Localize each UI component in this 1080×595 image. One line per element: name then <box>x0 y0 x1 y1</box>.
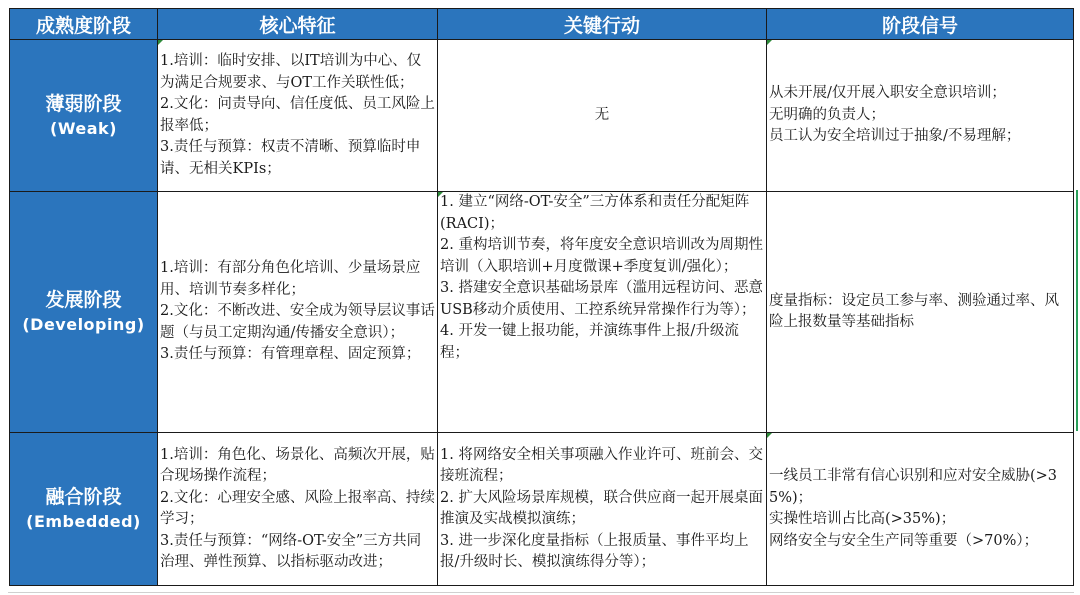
feature-line: 2.文化：问责导向、信任度低、员工风险上报率低； <box>160 96 435 134</box>
table-row-developing <box>10 192 1074 433</box>
stage-cell-weak <box>10 40 158 192</box>
action-line: 无 <box>594 106 610 123</box>
maturity-table <box>9 8 1074 586</box>
signals-cell-developing <box>767 192 1074 433</box>
header-signals: 阶段信号 <box>767 9 1074 40</box>
feature-line: 2.文化：不断改进、安全成为领导层议事话题（与员工定期沟通/传播安全意识）； <box>160 303 435 341</box>
stage-name-en: (Weak) <box>50 118 117 138</box>
stage-cell-embedded <box>10 433 158 586</box>
actions-cell-embedded <box>438 433 767 586</box>
signal-line: 员工认为安全培训过于抽象/不易理解； <box>769 128 1021 145</box>
feature-line: 1.培训：临时安排、以IT培训为中心、仅为满足合规要求、与OT工作关联性低； <box>160 53 422 91</box>
signal-line: 实操性培训占比高(>35%)； <box>769 511 956 527</box>
feature-line: 3.责任与预算：权责不清晰、预算临时申请、无相关KPIs； <box>160 139 421 177</box>
actions-cell-developing <box>438 192 767 433</box>
action-line: 3. 进一步深化度量指标（上报质量、事件平均上报/升级时长、模拟演练得分等）； <box>440 532 749 570</box>
feature-line: 3.责任与预算：有管理章程、固定预算； <box>160 346 421 363</box>
feature-line: 2.文化：心理安全感、风险上报率高、持续学习； <box>160 489 435 527</box>
action-line: 4. 开发一键上报功能，并演练事件上报/升级流程； <box>440 323 739 361</box>
stage-name: 发展阶段 <box>45 289 122 311</box>
signal-line: 网络安全与安全生产同等重要（>70%）； <box>769 532 1039 549</box>
feature-line: 3.责任与预算：“网络-OT-安全”三方共同治理、弹性预算、以指标驱动改进； <box>160 532 422 570</box>
features-cell-embedded <box>158 433 438 586</box>
selection-border <box>1076 190 1078 431</box>
feature-line: 1.培训：有部分角色化培训、少量场景应用、培训节奏多样化； <box>160 260 421 298</box>
stage-name-en: (Developing) <box>22 315 145 334</box>
stage-name-en: (Embedded) <box>26 512 141 531</box>
features-cell-developing <box>158 192 438 433</box>
stage-name: 融合阶段 <box>45 486 122 508</box>
action-line: 1. 将网络安全相关事项融入作业许可、班前会、交接班流程； <box>440 446 763 484</box>
header-row <box>10 9 1074 40</box>
header-stage: 成熟度阶段 <box>10 9 158 40</box>
table-row-weak <box>10 40 1074 192</box>
action-line: 2. 重构培训节奏，将年度安全意识培训改为周期性培训（入职培训+月度微课+季度复训/强化）； <box>440 237 763 275</box>
signals-cell-weak <box>767 40 1074 192</box>
stage-name: 薄弱阶段 <box>45 92 122 115</box>
header-features: 核心特征 <box>158 9 438 40</box>
signal-line: 从未开展/仅开展入职安全意识培训； <box>769 85 1006 102</box>
header-actions: 关键行动 <box>438 9 767 40</box>
action-line: 1. 建立“网络-OT-安全”三方体系和责任分配矩阵(RACI)； <box>440 194 750 232</box>
actions-cell-weak <box>438 40 767 192</box>
stage-cell-developing <box>10 192 158 433</box>
signal-line: 度量指标：设定员工参与率、测验通过率、风险上报数量等基础指标 <box>769 292 1059 330</box>
signal-line: 无明确的负责人； <box>769 106 885 123</box>
divider <box>8 592 1074 593</box>
feature-line: 1.培训：角色化、场景化、高频次开展，贴合现场操作流程； <box>160 446 435 484</box>
action-line: 3. 搭建安全意识基础场景库（滥用远程访问、恶意USB移动介质使用、工控系统异常操作行为等）； <box>440 280 763 318</box>
table-row-embedded <box>10 433 1074 586</box>
action-line: 2. 扩大风险场景库规模，联合供应商一起开展桌面推演及实战模拟演练； <box>440 489 763 527</box>
signals-cell-embedded <box>767 433 1074 586</box>
signal-line: 一线员工非常有信心识别和应对安全威胁(>35%)； <box>769 468 1058 506</box>
features-cell-weak <box>158 40 438 192</box>
